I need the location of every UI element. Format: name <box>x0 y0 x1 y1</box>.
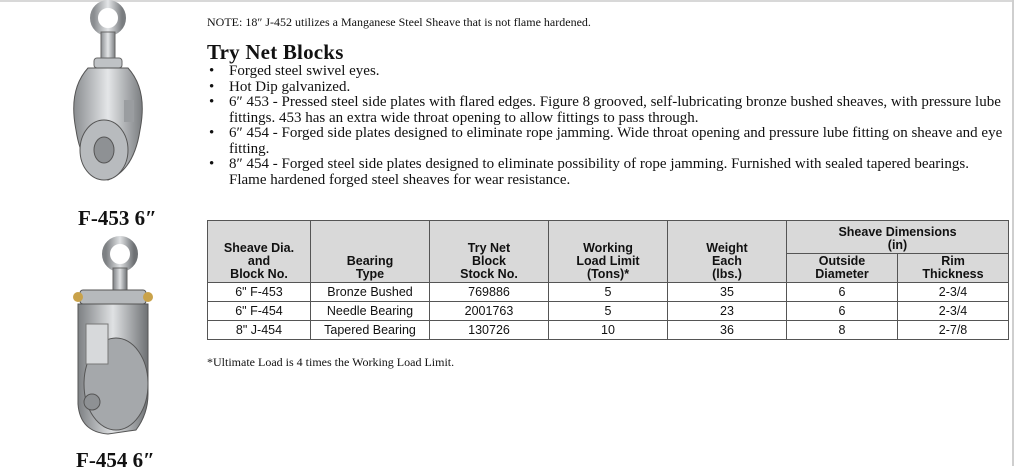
cell-stock: 769886 <box>430 283 549 302</box>
cell-outside-diameter: 8 <box>787 321 898 340</box>
spec-table <box>207 220 1009 340</box>
cell-size: 8" J-454 <box>208 321 311 340</box>
feature-item: • 6″ 454 - Forged side plates designed to eliminate rope jamming. Wide throat opening and pressure lube fitting on sheave and eye fitting. <box>209 125 1003 157</box>
header-sheave-dia: Sheave Dia. and Block No. <box>208 221 311 283</box>
cell-rim-thickness: 2-3/4 <box>898 302 1009 321</box>
header-stock-no: Try Net Block Stock No. <box>430 221 549 283</box>
table-row <box>208 321 1009 340</box>
table-row <box>208 283 1009 302</box>
header-bearing-type: Bearing Type <box>311 221 430 283</box>
cell-bearing: Needle Bearing <box>311 302 430 321</box>
cell-outside-diameter: 6 <box>787 283 898 302</box>
cell-wll: 5 <box>549 302 668 321</box>
feature-item: • Hot Dip galvanized. <box>209 78 351 95</box>
feature-item: • 6″ 453 - Pressed steel side plates with flared edges. Figure 8 grooved, self-lubricating bronze bushed sheaves, with pressure lube fittings. 453 has an extra wide throat opening to allow fittings to pass through. <box>209 94 1001 126</box>
header-working-load-limit: Working Load Limit (Tons)* <box>549 221 668 283</box>
cell-weight: 23 <box>668 302 787 321</box>
cell-bearing: Tapered Bearing <box>311 321 430 340</box>
cell-wll: 10 <box>549 321 668 340</box>
cell-bearing: Bronze Bushed <box>311 283 430 302</box>
bullet-icon: • <box>209 63 215 79</box>
cell-rim-thickness: 2-7/8 <box>898 321 1009 340</box>
cell-size: 6" F-454 <box>208 302 311 321</box>
cell-stock: 130726 <box>430 321 549 340</box>
caption-f453: F-453 6″ <box>78 206 157 230</box>
footnote: *Ultimate Load is 4 times the Working Load Limit. <box>207 355 455 369</box>
product-image-f454 <box>58 234 158 444</box>
note-text: NOTE: 18″ J-452 utilizes a Manganese Steel Sheave that is not flame hardened. <box>207 15 591 29</box>
cell-size: 6" F-453 <box>208 283 311 302</box>
feature-list <box>207 64 1007 188</box>
table-row <box>208 302 1009 321</box>
cell-weight: 36 <box>668 321 787 340</box>
bullet-icon: • <box>209 94 215 110</box>
swivel-block-icon <box>58 0 158 205</box>
header-sheave-dimensions: Sheave Dimensions (in) <box>787 221 1009 254</box>
feature-item: • 8″ 454 - Forged steel side plates designed to eliminate possibility of rope jamming. Furnished with sealed tapered bearings. Flame hardened forged steel sheaves for wear resistance. <box>209 156 969 188</box>
cell-rim-thickness: 2-3/4 <box>898 283 1009 302</box>
header-weight: Weight Each (lbs.) <box>668 221 787 283</box>
section-title: Try Net Blocks <box>207 40 344 64</box>
cell-weight: 35 <box>668 283 787 302</box>
bullet-icon: • <box>209 125 215 141</box>
bullet-icon: • <box>209 78 215 95</box>
bullet-icon: • <box>209 156 215 172</box>
cell-wll: 5 <box>549 283 668 302</box>
product-image-f453 <box>58 0 158 205</box>
caption-f454: F-454 6″ <box>76 448 155 472</box>
feature-item: • Forged steel swivel eyes. <box>209 63 380 79</box>
header-rim-thickness: Rim Thickness <box>898 254 1009 283</box>
header-outside-diameter: Outside Diameter <box>787 254 898 283</box>
cell-outside-diameter: 6 <box>787 302 898 321</box>
cell-stock: 2001763 <box>430 302 549 321</box>
swivel-block-icon <box>58 234 158 444</box>
